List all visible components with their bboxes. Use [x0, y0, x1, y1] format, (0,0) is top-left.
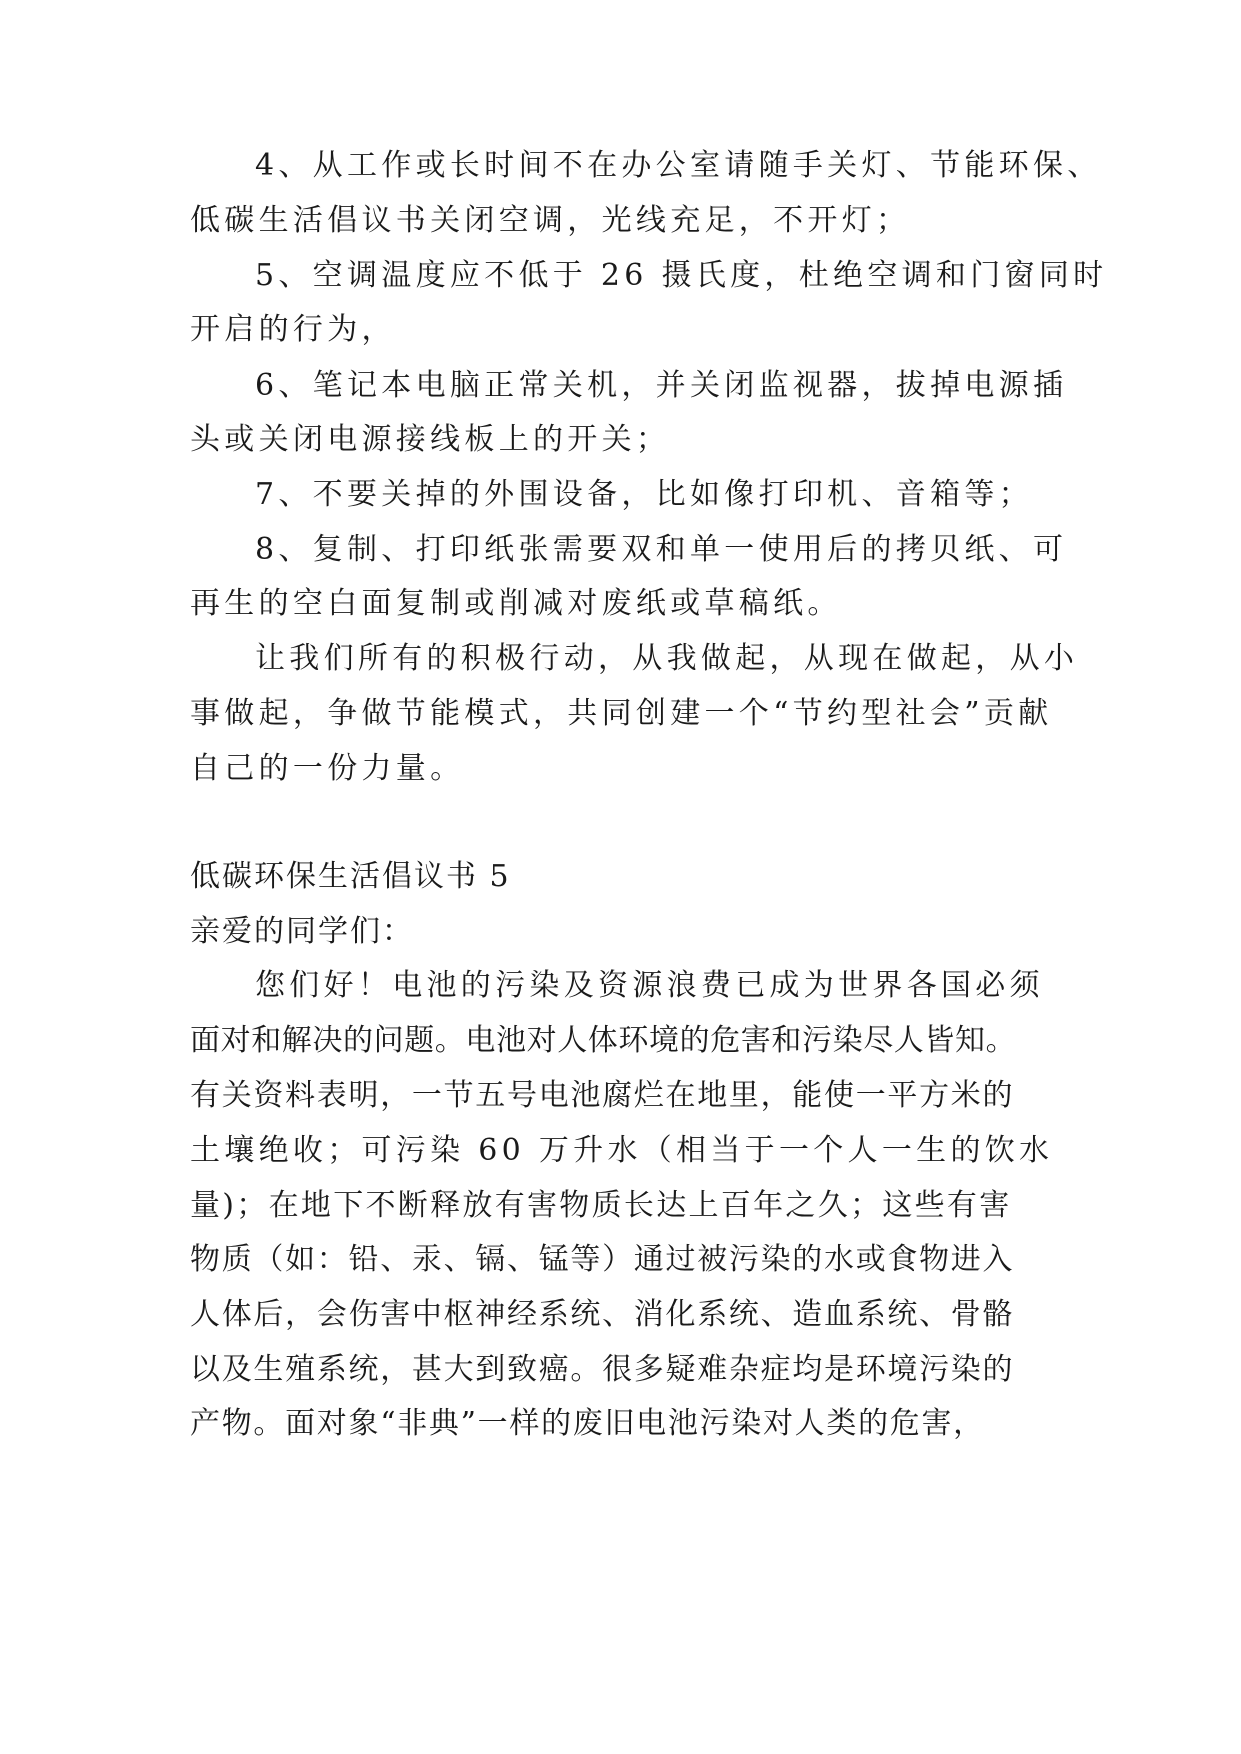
- paragraph-line: 土壤绝收；可污染 60 万升水（相当于一个人一生的饮水: [190, 1133, 1054, 1168]
- paragraph-line: 再生的空白面复制或削减对废纸或草稿纸。: [190, 586, 842, 621]
- paragraph-line: 8、复制、打印纸张需要双和单一使用后的拷贝纸、可: [255, 532, 1068, 567]
- salutation: 亲爱的同学们：: [190, 914, 414, 949]
- paragraph-line: 以及生殖系统，甚大到致癌。很多疑难杂症均是环境污染的: [190, 1352, 1015, 1387]
- paragraph-line: 自己的一份力量。: [190, 751, 465, 786]
- paragraph-line: 面对和解决的问题。电池对人体环境的危害和污染尽人皆知。: [190, 1023, 1017, 1058]
- paragraph-line: 有关资料表明，一节五号电池腐烂在地里，能使一平方米的: [190, 1078, 1015, 1113]
- paragraph-line: 4、从工作或长时间不在办公室请随手关灯、节能环保、: [255, 148, 1102, 183]
- paragraph-line: 开启的行为，: [190, 312, 396, 347]
- paragraph-line: 物质（如：铅、汞、镉、锰等）通过被污染的水或食物进入: [190, 1242, 1015, 1277]
- paragraph-line: 人体后，会伤害中枢神经系统、消化系统、造血系统、骨骼: [190, 1297, 1015, 1332]
- section-heading: 低碳环保生活倡议书 5: [190, 859, 511, 894]
- paragraph-line: 5、空调温度应不低于 26 摄氏度，杜绝空调和门窗同时: [255, 258, 1108, 293]
- paragraph-line: 6、笔记本电脑正常关机，并关闭监视器，拔掉电源插: [255, 368, 1068, 403]
- paragraph-line: 产物。面对象“非典”一样的废旧电池污染对人类的危害，: [190, 1406, 985, 1441]
- paragraph-line: 7、不要关掉的外围设备，比如像打印机、音箱等；: [255, 477, 1033, 512]
- paragraph-line: 低碳生活倡议书关闭空调，光线充足，不开灯；: [190, 203, 911, 238]
- paragraph-line: 头或关闭电源接线板上的开关；: [190, 422, 671, 457]
- paragraph-line: 您们好！电池的污染及资源浪费已成为世界各国必须: [255, 968, 1044, 1003]
- paragraph-line: 事做起，争做节能模式，共同创建一个“节约型社会”贡献: [190, 696, 1053, 731]
- paragraph-line: 让我们所有的积极行动，从我做起，从现在做起，从小: [255, 641, 1079, 676]
- paragraph-line: 量)；在地下不断释放有害物质长达上百年之久；这些有害: [190, 1188, 1012, 1223]
